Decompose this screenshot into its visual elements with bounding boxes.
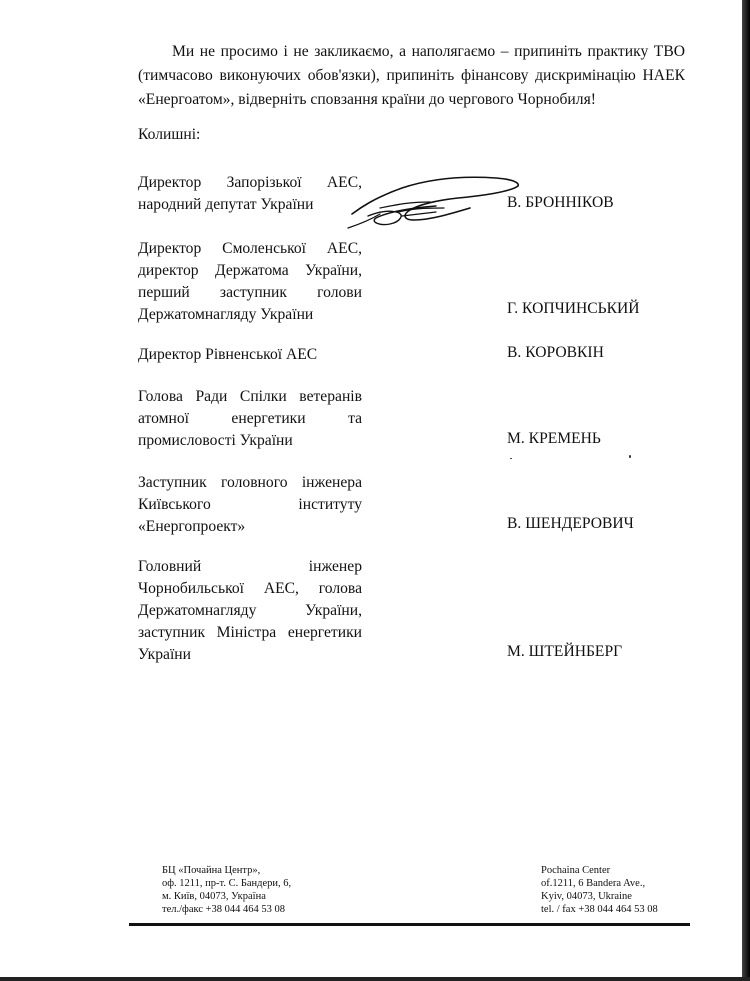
signatory-name: В. КОРОВКІН <box>507 344 604 361</box>
footer-address-ua <box>162 864 291 916</box>
position-line: Голова Ради Спілки ветеранів <box>138 388 362 405</box>
position-line: Заступник головного інженера <box>138 474 362 491</box>
signatory-name: Г. КОПЧИНСЬКИЙ <box>507 300 640 317</box>
position-line: заступник Міністра енергетики <box>138 624 362 641</box>
footer-divider <box>129 923 690 926</box>
scan-speck <box>629 455 631 458</box>
position-line: директор Держатома України, <box>138 262 362 279</box>
footer-line: БЦ «Почайна Центр», <box>162 865 261 876</box>
position-line: «Енергопроект» <box>138 518 246 535</box>
signatory-name: В. ШЕНДЕРОВИЧ <box>507 515 634 532</box>
signatory-position <box>138 472 362 538</box>
footer-line: тел./факс +38 044 464 53 08 <box>162 904 286 915</box>
position-line: Чорнобильської АЕС, голова <box>138 580 362 597</box>
signatory-position <box>138 344 362 366</box>
footer-line: of.1211, 6 Bandera Ave., <box>541 878 646 889</box>
position-line: перший заступник голови <box>138 284 362 301</box>
position-line: Директор Запорізької АЕС, <box>138 174 362 191</box>
footer-address-en <box>541 864 658 916</box>
footer-line: Kyiv, 04073, Ukraine <box>541 891 632 902</box>
position-line: Київського інституту <box>138 496 362 513</box>
signatory-name: М. КРЕМЕНЬ <box>507 430 601 447</box>
position-line: Головний інженер <box>138 558 362 575</box>
signatory-position <box>138 172 362 216</box>
position-line: народний депутат України <box>138 196 314 213</box>
scan-speck <box>510 458 512 459</box>
position-line: Директор Рівненської АЕС <box>138 346 318 363</box>
position-line: Держатомнагляду України <box>138 306 314 323</box>
position-line: Держатомнагляду України, <box>138 602 362 619</box>
signatory-name: В. БРОННІКОВ <box>507 194 614 211</box>
handwritten-signature <box>340 168 540 238</box>
signatory-position <box>138 238 362 326</box>
signatory-position <box>138 556 362 666</box>
appeal-paragraph: Ми не просимо і не закликаємо, а наполягаємо – припиніть практику ТВО (тимчасово виконуючих обов'язки), припиніть фінансову дискримінацію НАЕК «Енергоатом», відверніть сповзання країни до чергового Чорнобиля! <box>138 43 685 108</box>
footer-line: Pochaina Center <box>541 865 611 876</box>
former-label: Колишні: <box>138 126 201 143</box>
signatory-position <box>138 386 362 452</box>
footer-line: tel. / fax +38 044 464 53 08 <box>541 904 658 915</box>
scan-border-bottom <box>0 977 750 981</box>
position-line: промисловості України <box>138 432 293 449</box>
position-line: Директор Смоленської АЕС, <box>138 240 362 257</box>
signatory-name: М. ШТЕЙНБЕРГ <box>507 643 623 660</box>
position-line: атомної енергетики та <box>138 410 362 427</box>
scan-border-right <box>742 0 750 981</box>
footer-line: оф. 1211, пр-т. С. Бандери, 6, <box>162 878 292 889</box>
position-line: України <box>138 646 191 663</box>
footer-line: м. Київ, 04073, Україна <box>162 891 266 902</box>
